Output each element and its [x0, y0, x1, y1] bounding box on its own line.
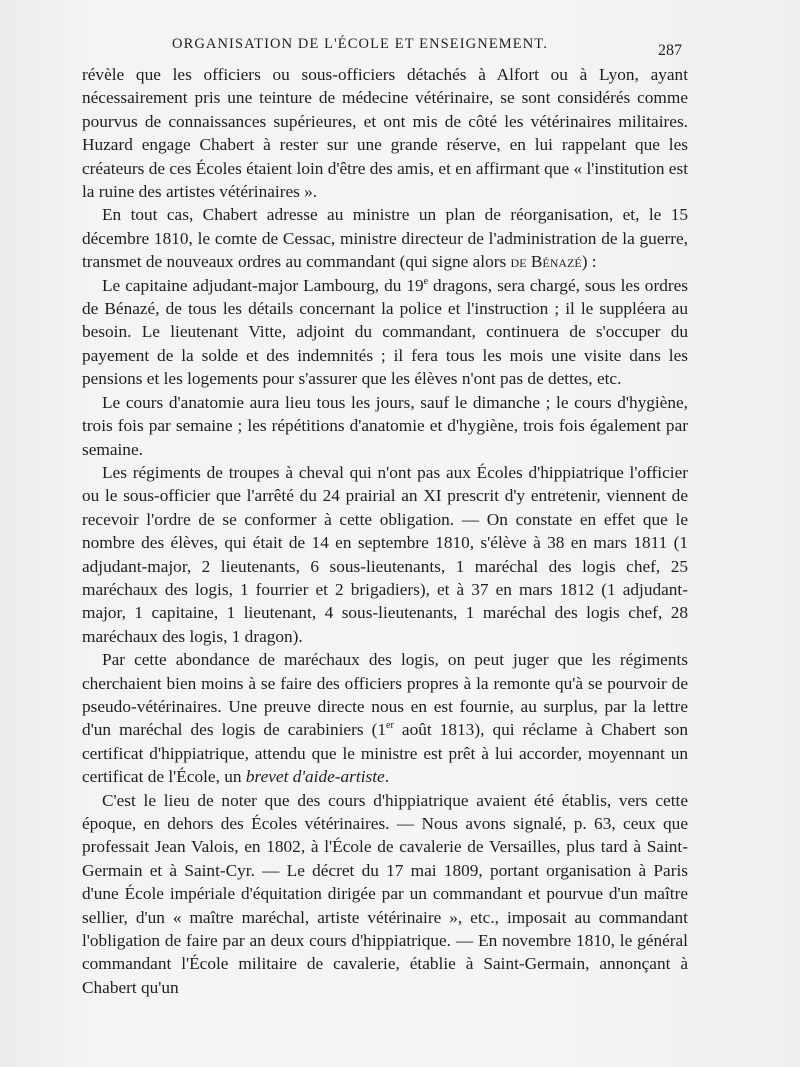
- text-segment: août 1813), qui réclame à Chabert son certificat d'hippiatrique, attendu que le ministre est prêt à lui accorder, moyennant un certificat de l'École, un: [82, 720, 688, 787]
- superscript: er: [386, 720, 394, 732]
- paragraph-courses: Le cours d'anatomie aura lieu tous les jours, sauf le dimanche ; le cours d'hygiène, trois fois par semaine ; les répétitions d'anatomie et d'hygiène, trois fois également par semaine.: [82, 392, 688, 459]
- text-segment: Par cette abondance de maréchaux des logis, on peut juger que les régiments cherchaient bien moins à se faire des officiers propres à la remonte qu'à se pourvoir de pseudo-vétérinaires. Une preuve directe nous en est fournie, au surplus, par la lettre d'un maréchal des logis de carabiniers (1: [82, 650, 688, 740]
- text-segment: Le capitaine adjudant-major Lambourg, du 19: [102, 275, 424, 295]
- paragraph-marechaux: [82, 648, 688, 788]
- small-caps-name: de Bénazé: [510, 252, 582, 272]
- text-segment: En tout cas, Chabert adresse au ministre un plan de réorganisation, et, le 15 décembre 1810, le comte de Cessac, ministre directeur de l'administration de la guerre, transmet de nouveaux ordres au commandant (qui signe alors: [82, 205, 688, 272]
- paragraph-hippiatrique-courses: C'est le lieu de noter que des cours d'hippiatrique avaient été établis, vers cette époque, en dehors des Écoles vétérinaires. — Nous avons signalé, p. 63, ceux que professait Jean Valois, en 1802, à l'École de cavalerie de Versailles, plus tard à Saint-Germain et à Saint-Cyr. — Le décret du 17 mai 1809, portant organisation à Paris d'une École impériale d'équitation dirigée par un commandant et pourvue d'un maître sellier, d'un « maître maréchal, artiste vétérinaire », etc., imposait au commandant l'obligation de faire par an deux cours d'hippiatrique. — En novembre 1810, le général commandant l'École militaire de cavalerie, établie à Saint-Germain, annonçant à Chabert qu'un: [82, 790, 688, 997]
- paragraph-reorganisation-plan: [82, 203, 688, 273]
- paragraph-continuation: révèle que les officiers ou sous-officiers détachés à Alfort ou à Lyon, ayant nécessairement pris une teinture de médecine vétérinaire, se sont considérés comme pourvus de connaissances supérieures, et ont mis de côté les vétérinaires militaires. Huzard engage Chabert à rester sur une grande réserve, en lui rappelant que les créateurs de ces Écoles étaient loin d'être des amis, et en affirmant que « l'institution est la ruine des artistes vétérinaires ».: [82, 65, 688, 202]
- paragraph-regiments: Les régiments de troupes à cheval qui n'ont pas aux Écoles d'hippiatrique l'officier ou le sous-officier que l'arrêté du 24 prairial an XI prescrit d'y entretenir, viennent de recevoir l'ordre de se conformer à cette obligation. — On constate en effet que le nombre des élèves, qui était de 14 en septembre 1810, s'élève à 38 en mars 1811 (1 adjudant-major, 2 lieutenants, 6 sous-lieutenants, 1 maréchal des logis chef, 25 maréchaux des logis, 1 fourrier et 2 brigadiers), et à 37 en mars 1812 (1 adjudant-major, 1 capitaine, 1 lieutenant, 4 sous-lieutenants, 1 maréchal des logis chef, 28 maréchaux des logis, 1 dragon).: [82, 462, 688, 646]
- running-header: ORGANISATION DE L'ÉCOLE ET ENSEIGNEMENT.: [172, 36, 548, 52]
- page-number: 287: [658, 42, 682, 59]
- text-segment: dragons, sera chargé, sous les ordres de Bénazé, de tous les détails concernant la police et l'instruction ; il le suppléera au besoin. Le lieutenant Vitte, adjoint du commandant, continuera de s'occuper du payement de la solde et des indemnités ; il fera tous les mois une visite dans les pensions et les logements pour s'assurer que les élèves n'ont pas de dettes, etc.: [82, 275, 688, 389]
- italic-phrase: brevet d'aide-artiste: [245, 767, 385, 787]
- text-segment: ) :: [581, 252, 597, 272]
- text-segment: .: [384, 767, 390, 787]
- paragraph-captain-orders: [82, 274, 688, 391]
- body-text: [82, 63, 688, 999]
- superscript: e: [423, 275, 429, 287]
